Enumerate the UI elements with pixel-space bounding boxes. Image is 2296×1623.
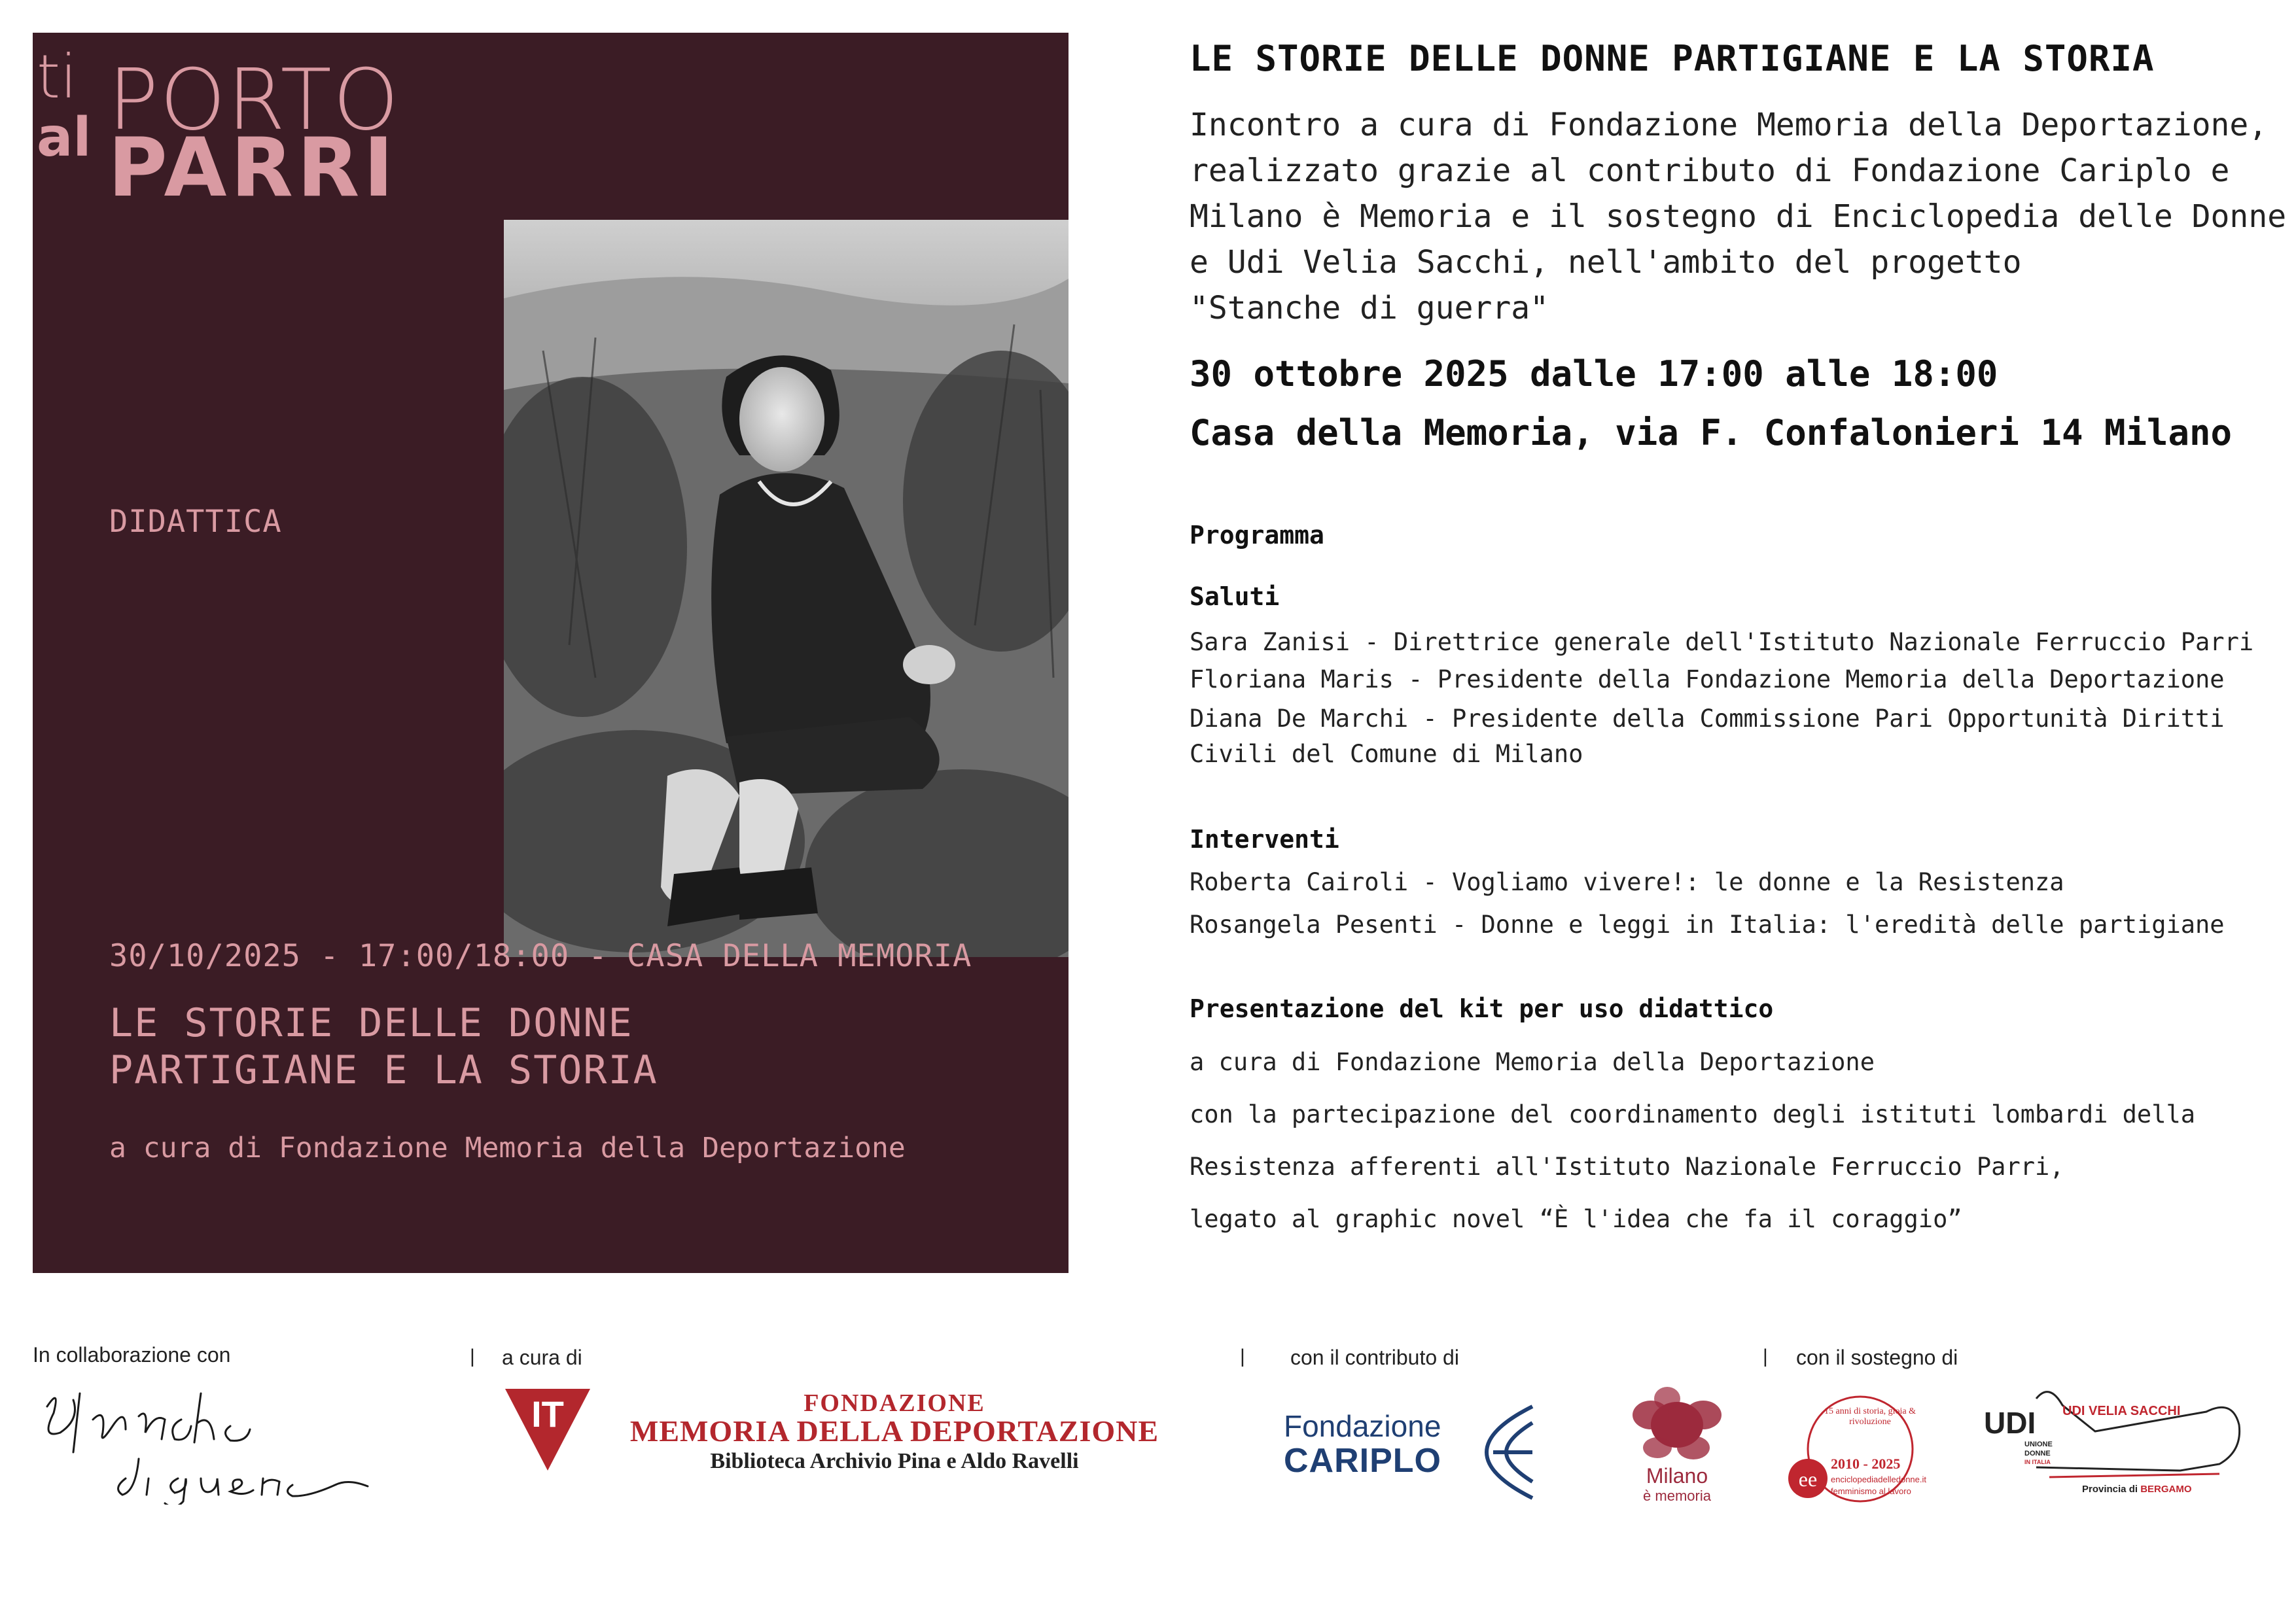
saluti-item: Floriana Maris - Presidente della Fondazione Memoria della Deportazione	[1190, 665, 2225, 693]
event-date: 30 ottobre 2025 dalle 17:00 alle 18:00	[1190, 353, 1998, 394]
kit-heading: Presentazione del kit per uso didattico	[1190, 994, 1774, 1023]
udi-velia-sacchi-logo	[1984, 1386, 2246, 1510]
fmd-line-3: Biblioteca Archivio Pina e Aldo Ravelli	[710, 1449, 1079, 1473]
saluti-item: Civili del Comune di Milano	[1190, 740, 1583, 768]
udi-city: BERGAMO	[2140, 1484, 2192, 1495]
enciclopedia-years: 2010 - 2025	[1831, 1456, 1901, 1472]
fmd-line-2: MEMORIA DELLA DEPORTAZIONE	[629, 1414, 1159, 1448]
separator: |	[470, 1346, 475, 1367]
fmd-line-1: FONDAZIONE	[804, 1389, 985, 1417]
curated-label: a cura di	[502, 1346, 582, 1369]
event-date-line: 30/10/2025 - 17:00/18:00 - CASA DELLA MEMORIA	[109, 938, 972, 974]
poster-title-line-1: LE STORIE DELLE DONNE	[109, 1000, 633, 1046]
intervento-item: Roberta Cairoli - Vogliamo vivere!: le donne e la Resistenza	[1190, 868, 2064, 896]
udi-text: UDI	[1984, 1406, 2036, 1440]
stanche-di-guerra-logo	[34, 1380, 381, 1505]
support-label: con il sostegno di	[1796, 1346, 1958, 1369]
logo-ti: ti	[37, 42, 77, 112]
separator: |	[1763, 1346, 1768, 1367]
contrib-label: con il contributo di	[1290, 1346, 1459, 1369]
programma-heading: Programma	[1190, 521, 1324, 550]
svg-text:IT: IT	[531, 1393, 564, 1435]
enciclopedia-logo	[1785, 1393, 1935, 1511]
logo-parri: PARRI	[108, 121, 398, 215]
saluti-item: Diana De Marchi - Presidente della Commissione Pari Opportunità Diritti	[1190, 705, 2225, 733]
cariplo-mark-icon	[1480, 1403, 1539, 1501]
intro-line-4: e Udi Velia Sacchi, nell'ambito del progetto	[1190, 244, 2022, 281]
event-venue: Casa della Memoria, via F. Confalonieri 14 Milano	[1190, 412, 2233, 453]
svg-text:ee: ee	[1798, 1467, 1818, 1491]
udi-province	[2082, 1484, 2192, 1495]
stanche-logo-text: Stanche di guerra	[34, 1380, 41, 1381]
enciclopedia-arc: 15 anni di storia, gioia & rivoluzione	[1824, 1406, 1916, 1427]
kit-line: legato al graphic novel “È l'idea che fa il coraggio”	[1190, 1205, 1962, 1233]
partisan-woman-photo	[504, 220, 1069, 957]
cariplo-line-1: Fondazione	[1284, 1409, 1441, 1443]
logo-al: al	[37, 107, 92, 169]
intro-line-3: Milano è Memoria e il sostegno di Enciclopedia delle Donne	[1190, 198, 2287, 235]
kit-line: con la partecipazione del coordinamento degli istituti lombardi della	[1190, 1100, 2196, 1128]
milano-line-1: Milano	[1646, 1464, 1708, 1488]
udi-name: UDI VELIA SACCHI	[2062, 1404, 2181, 1418]
ti-porto-al-parri-logo	[33, 33, 622, 215]
intro-line-5: "Stanche di guerra"	[1190, 290, 1549, 326]
milano-flower-icon	[1628, 1386, 1726, 1464]
intervento-item: Rosangela Pesenti - Donne e leggi in Italia: l'eredità delle partigiane	[1190, 911, 2225, 939]
event-poster	[33, 33, 1069, 1273]
udi-small-3: IN ITALIA	[2024, 1459, 2051, 1465]
cariplo-logo	[1284, 1403, 1545, 1501]
enciclopedia-sub-2: femminismo al lavoro	[1831, 1486, 1911, 1496]
poster-title	[109, 1000, 960, 1094]
milano-memoria-logo	[1621, 1386, 1733, 1510]
udi-small-2: DONNE	[2024, 1450, 2051, 1457]
enciclopedia-sub-1: enciclopediadelledonne.it	[1831, 1475, 1927, 1484]
kit-line: Resistenza afferenti all'Istituto Nazionale Ferruccio Parri,	[1190, 1153, 2064, 1181]
interventi-heading: Interventi	[1190, 825, 1339, 854]
info-title: LE STORIE DELLE DONNE PARTIGIANE E LA STORIA	[1190, 38, 2155, 79]
saluti-item: Sara Zanisi - Direttrice generale dell'Istituto Nazionale Ferruccio Parri	[1190, 628, 2254, 656]
separator: |	[1240, 1346, 1245, 1367]
fmd-logo	[505, 1389, 1199, 1474]
fmd-triangle-icon	[505, 1389, 590, 1471]
intro-line-2: realizzato grazie al contributo di Fondazione Cariplo e	[1190, 152, 2230, 189]
cariplo-line-2: CARIPLO	[1284, 1442, 1441, 1480]
logo-porto: PORTO	[108, 52, 400, 149]
intro-line-1: Incontro a cura di Fondazione Memoria della Deportazione,	[1190, 107, 2268, 143]
udi-province-label: Provincia di	[2082, 1484, 2138, 1495]
poster-title-line-2: PARTIGIANE E LA STORIA	[109, 1047, 658, 1093]
category-label: DIDATTICA	[109, 504, 282, 540]
saluti-heading: Saluti	[1190, 582, 1280, 611]
udi-small-1: UNIONE	[2024, 1440, 2053, 1448]
kit-line: a cura di Fondazione Memoria della Deportazione	[1190, 1048, 1875, 1076]
collab-label: In collaborazione con	[33, 1343, 231, 1367]
poster-curator: a cura di Fondazione Memoria della Deportazione	[109, 1132, 906, 1164]
milano-line-2: è memoria	[1643, 1488, 1711, 1504]
